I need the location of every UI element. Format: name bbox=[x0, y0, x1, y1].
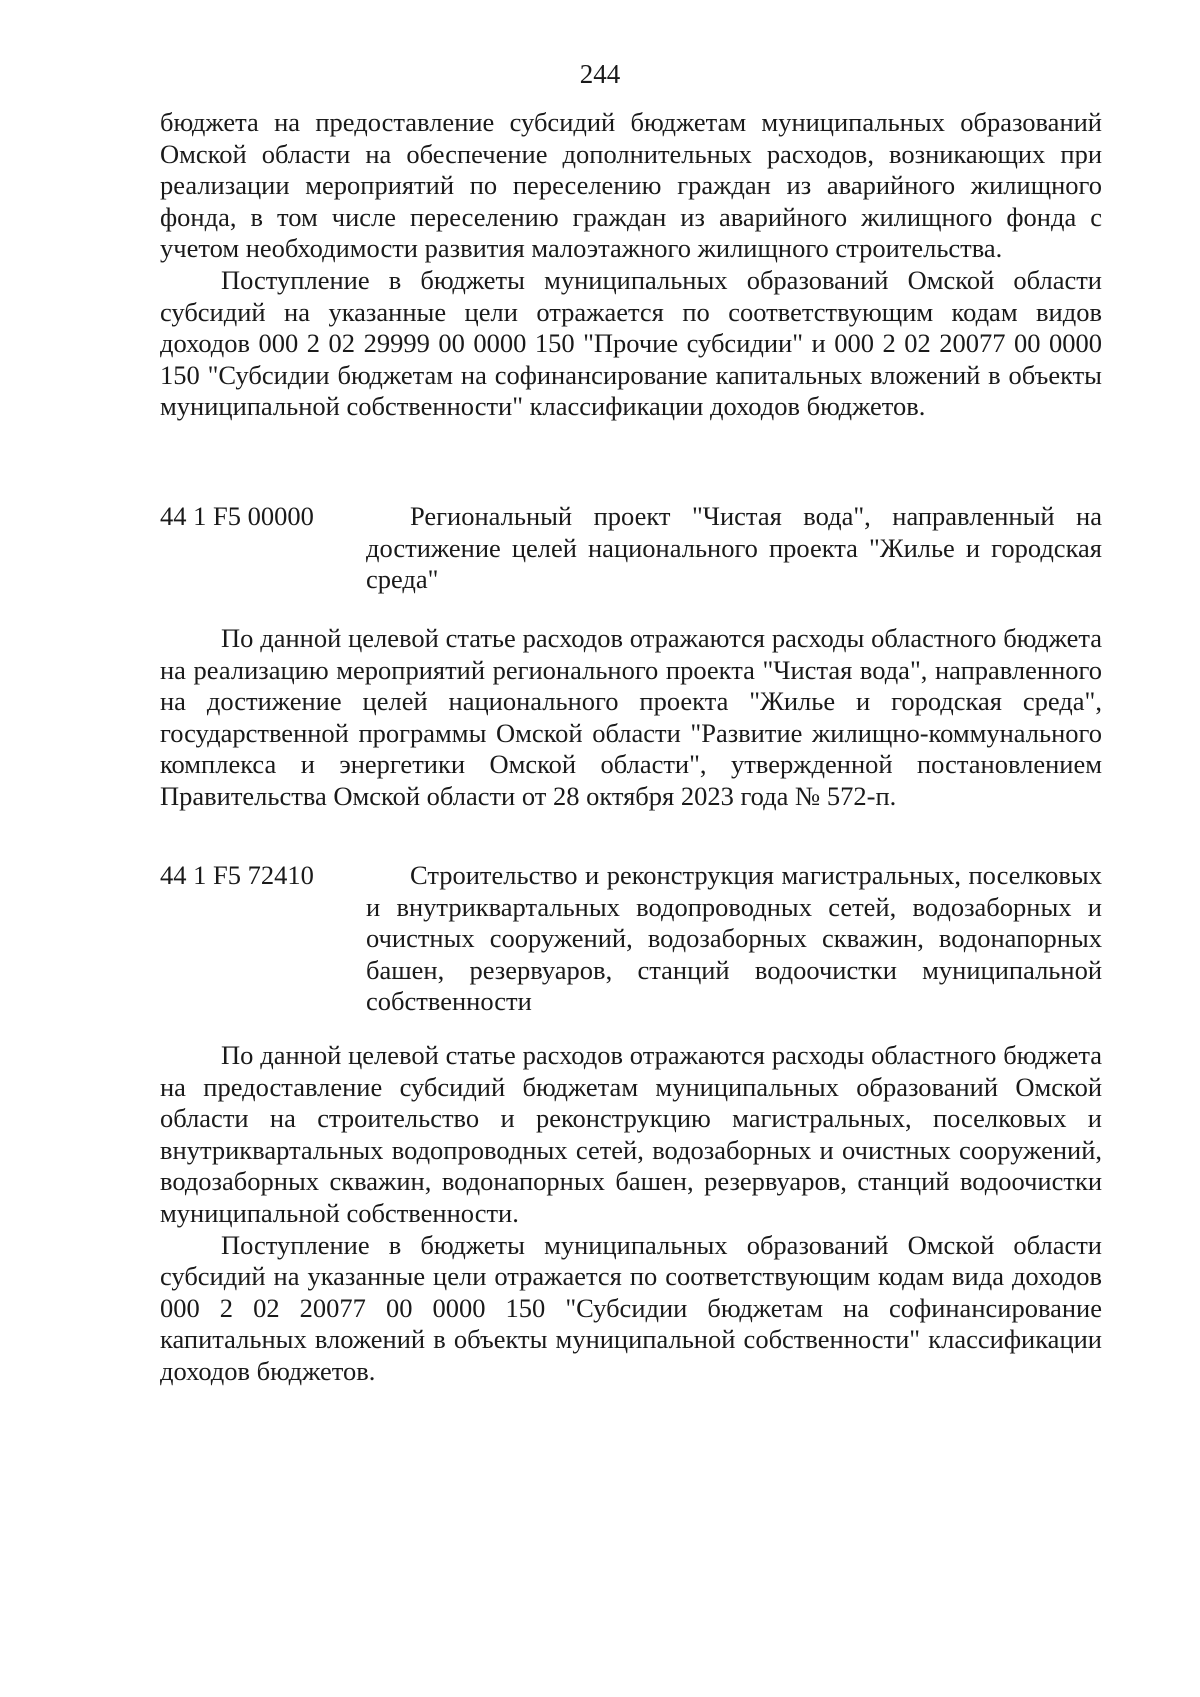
section-2-paragraph-2: Поступление в бюджеты муниципальных образований Омской области субсидий на указанные цели отражается по соответствующим кодам вида доходов 000 2 02 20077 00 0000 150 "Субсидии бюджетам на софинансирование капитальных вложений в объекты муниципальной собственности" классификации доходов бюджетов. bbox=[160, 1229, 1102, 1386]
section-1-paragraph-1: По данной целевой статье расходов отражаются расходы областного бюджета на реализацию мероприятий регионального проекта "Чистая вода", направленного на достижение целей национального проекта "Жилье и городская среда", государственной программы Омской области "Развитие жилищно-коммунального комплекса и энергетики Омской области", утвержденной постановлением Правительства Омской области от 28 октября 2023 года № 572-п. bbox=[160, 623, 1102, 811]
section-2-title: Строительство и реконструкция магистральных, поселковых и внутриквартальных водопроводных сетей, водозаборных и очистных сооружений, водозаборных скважин, водонапорных башен, резервуаров, станций водоочистки муниципальной собственности bbox=[366, 860, 1102, 1017]
section-1-title: Региональный проект "Чистая вода", направленный на достижение целей национального проекта "Жилье и городская среда" bbox=[366, 501, 1102, 595]
section-2-body bbox=[160, 1040, 1102, 1388]
intro-block bbox=[160, 107, 1102, 423]
section-2-paragraph-1: По данной целевой статье расходов отражаются расходы областного бюджета на предоставление субсидий бюджетам муниципальных образований Омской области на строительство и реконструкцию магистральных, поселковых и внутриквартальных водопроводных сетей, водозаборных и очистных сооружений, водозаборных скважин, водонапорных башен, резервуаров, станций водоочистки муниципальной собственности. bbox=[160, 1040, 1102, 1228]
intro-paragraph-2: Поступление в бюджеты муниципальных образований Омской области субсидий на указанные цели отражается по соответствующим кодам видов доходов 000 2 02 29999 00 0000 150 "Прочие субсидии" и 000 2 02 20077 00 0000 150 "Субсидии бюджетам на софинансирование капитальных вложений в объекты муниципальной собственности" классификации доходов бюджетов. bbox=[160, 264, 1102, 422]
section-1-body bbox=[160, 623, 1102, 813]
intro-paragraph-1: бюджета на предоставление субсидий бюджетам муниципальных образований Омской области на обеспечение дополнительных расходов, возникающих при реализации мероприятий по переселению граждан из аварийного жилищного фонда, в том числе переселению граждан из аварийного жилищного фонда с учетом необходимости развития малоэтажного жилищного строительства. bbox=[160, 107, 1102, 264]
section-2-code: 44 1 F5 72410 bbox=[160, 860, 314, 890]
page-number: 244 bbox=[579, 59, 621, 89]
section-1-code: 44 1 F5 00000 bbox=[160, 501, 314, 531]
